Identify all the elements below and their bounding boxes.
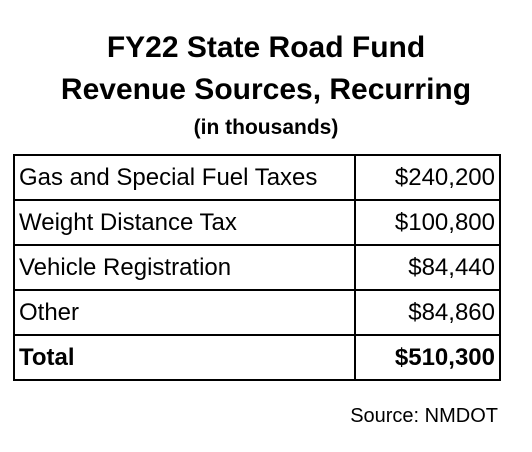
revenue-source-label: Other bbox=[14, 290, 355, 335]
revenue-source-label: Vehicle Registration bbox=[14, 245, 355, 290]
page-title-line-1: FY22 State Road Fund bbox=[106, 31, 426, 64]
revenue-source-label: Gas and Special Fuel Taxes bbox=[14, 155, 355, 200]
page-title-line-2: Revenue Sources, Recurring bbox=[60, 73, 472, 106]
revenue-amount: $240,200 bbox=[355, 155, 500, 200]
table-row bbox=[14, 200, 500, 245]
total-label: Total bbox=[14, 335, 355, 380]
table-row bbox=[14, 245, 500, 290]
table-row bbox=[14, 290, 500, 335]
revenue-table bbox=[13, 154, 501, 381]
revenue-amount: $84,440 bbox=[355, 245, 500, 290]
total-amount: $510,300 bbox=[355, 335, 500, 380]
table-row bbox=[14, 155, 500, 200]
revenue-amount: $100,800 bbox=[355, 200, 500, 245]
revenue-source-label: Weight Distance Tax bbox=[14, 200, 355, 245]
source-note: Source: NMDOT bbox=[350, 405, 498, 427]
revenue-amount: $84,860 bbox=[355, 290, 500, 335]
total-row bbox=[14, 335, 500, 380]
page-subtitle: (in thousands) bbox=[193, 116, 339, 139]
